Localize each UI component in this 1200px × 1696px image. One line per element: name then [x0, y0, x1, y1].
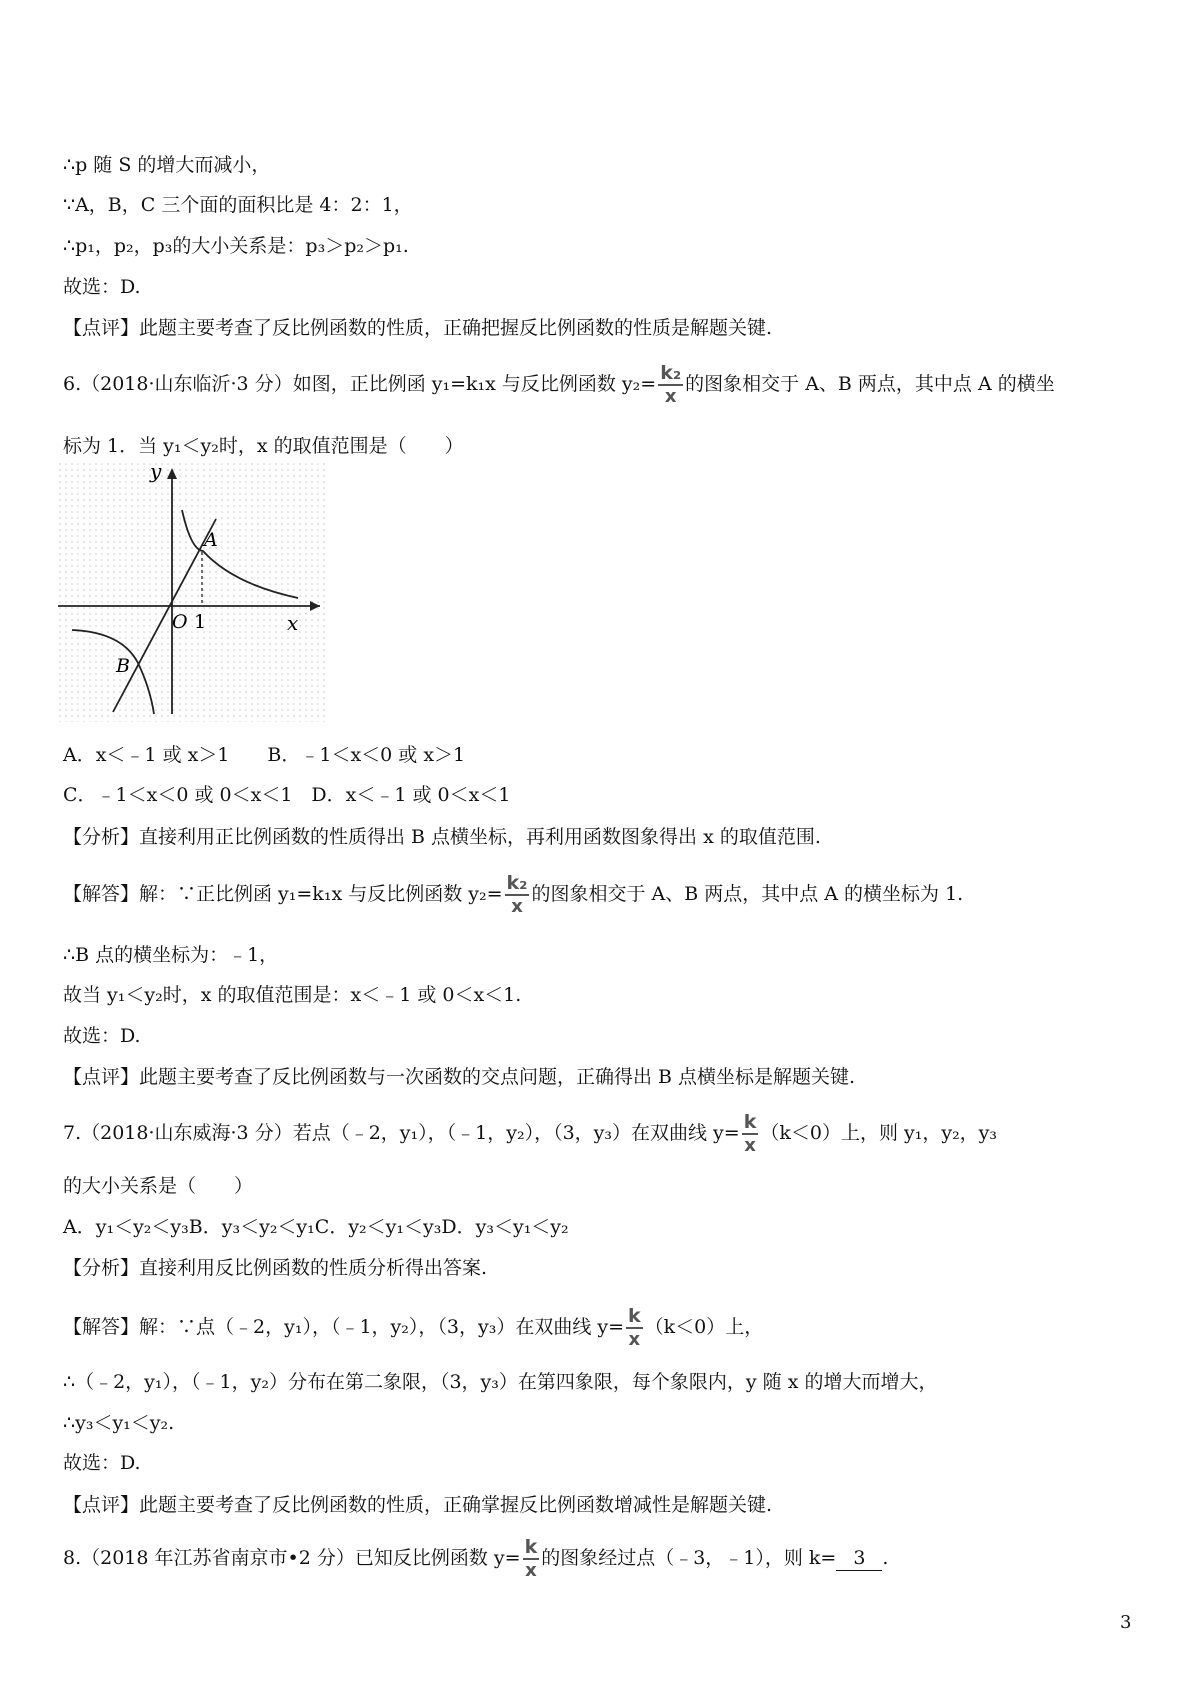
- question-7-analysis: 【分析】直接利用反比例函数的性质分析得出答案.: [63, 1257, 488, 1279]
- tick-label-one: 1: [194, 611, 207, 633]
- question-6-line-1: [63, 362, 1055, 408]
- question-7-solution-line-1: [63, 1305, 763, 1351]
- question-7-options: A．y₁＜y₂＜y₃B．y₃＜y₂＜y₁C．y₂＜y₁＜y₃D．y₃＜y₁＜y₂: [63, 1216, 569, 1238]
- question-6-text-b: 的图象相交于 A、B 两点，其中点 A 的横坐: [685, 373, 1055, 395]
- question-7-text-a: 7.（2018·山东威海·3 分）若点（﹣2，y₁），（﹣1，y₂），（3，y₃）在双曲线 y=: [63, 1122, 740, 1144]
- question-7-text-b: （k＜0）上，则 y₁，y₂，y₃: [760, 1122, 998, 1144]
- fraction-numerator: k₂: [506, 872, 528, 894]
- question-8-text-b: 的图象经过点（﹣3，﹣1），则 k=: [541, 1547, 837, 1569]
- question-6-analysis: 【分析】直接利用正比例函数的性质得出 B 点横坐标，再利用函数图象得出 x 的取值范围.: [63, 826, 821, 848]
- page-number: 3: [1120, 1612, 1132, 1633]
- point-a-label: A: [204, 529, 218, 551]
- origin-label: O: [172, 611, 188, 633]
- fraction-k-over-x: [523, 1536, 540, 1582]
- question-6-options-ab: A．x＜﹣1 或 x＞1 B．﹣1＜x＜0 或 x＞1: [63, 744, 466, 766]
- question-6-solution-line-1: [63, 872, 963, 918]
- solution-6-text-a: 【解答】解：∵正比例函 y₁=k₁x 与反比例函数 y₂=: [63, 883, 503, 905]
- question-7-solution-line-4: 故选：D.: [63, 1452, 141, 1474]
- line-2: ∵A，B，C 三个面的面积比是 4：2：1，: [63, 194, 413, 216]
- question-7-comment: 【点评】此题主要考查了反比例函数的性质，正确掌握反比例函数增减性是解题关键.: [63, 1494, 773, 1516]
- fraction-denominator: x: [742, 1133, 759, 1157]
- question-7-solution-line-2: ∴（﹣2，y₁），（﹣1，y₂）分布在第二象限，（3，y₃）在第四象限，每个象限内，y 随 x 的增大而增大，: [63, 1371, 938, 1393]
- y-axis-label: y: [150, 462, 162, 483]
- question-8-text-a: 8.（2018 年江苏省南京市•2 分）已知反比例函数 y=: [63, 1547, 521, 1569]
- fraction-numerator: k: [743, 1111, 757, 1133]
- question-6-options-cd: C．﹣1＜x＜0 或 0＜x＜1 D．x＜﹣1 或 0＜x＜1: [63, 784, 511, 806]
- line-1: ∴p 随 S 的增大而减小，: [63, 154, 271, 176]
- question-8-end: .: [882, 1547, 889, 1569]
- point-b-label: B: [116, 655, 130, 677]
- question-8-line: [63, 1536, 888, 1582]
- fraction-numerator: k₂: [660, 362, 682, 384]
- fraction-denominator: x: [658, 384, 683, 408]
- comment-5: 【点评】此题主要考查了反比例函数的性质，正确把握反比例函数的性质是解题关键.: [63, 317, 773, 339]
- x-axis-label: x: [287, 611, 299, 635]
- question-6-solution-line-2: ∴B 点的横坐标为：﹣1，: [63, 944, 279, 966]
- question-7-solution-line-3: ∴y₃＜y₁＜y₂.: [63, 1412, 175, 1434]
- fraction-k2-over-x: [658, 362, 683, 408]
- question-6-solution-line-3: 故当 y₁＜y₂时，x 的取值范围是：x＜﹣1 或 0＜x＜1.: [63, 984, 522, 1006]
- question-6-text-a: 6.（2018·山东临沂·3 分）如图，正比例函 y₁=k₁x 与反比例函数 y₂=: [63, 373, 657, 395]
- fraction-denominator: x: [505, 894, 530, 918]
- fraction-k2-over-x: [505, 872, 530, 918]
- question-7-line-2: 的大小关系是（ ）: [63, 1175, 254, 1197]
- fraction-denominator: x: [626, 1327, 643, 1351]
- line-4: 故选：D.: [63, 276, 141, 298]
- line-3: ∴p₁，p₂，p₃的大小关系是：p₃＞p₂＞p₁.: [63, 235, 409, 257]
- answer-blank: 3: [836, 1546, 882, 1571]
- fraction-numerator: k: [628, 1305, 641, 1327]
- graph-background: [58, 462, 328, 722]
- question-7-line-1: [63, 1111, 997, 1157]
- fraction-k-over-x: [742, 1111, 759, 1157]
- fraction-numerator: k: [524, 1536, 538, 1558]
- question-6-line-2: 标为 1．当 y₁＜y₂时，x 的取值范围是（ ）: [63, 435, 464, 457]
- solution-7-text-a: 【解答】解：∵点（﹣2，y₁），（﹣1，y₂），（3，y₃）在双曲线 y=: [63, 1316, 625, 1338]
- function-graph: [58, 462, 328, 722]
- fraction-denominator: x: [523, 1558, 540, 1582]
- question-6-comment: 【点评】此题主要考查了反比例函数与一次函数的交点问题，正确得出 B 点横坐标是解题关键.: [63, 1066, 856, 1088]
- fraction-k-over-x: [626, 1305, 643, 1351]
- question-6-solution-line-4: 故选：D.: [63, 1025, 141, 1047]
- solution-6-text-b: 的图象相交于 A、B 两点，其中点 A 的横坐标为 1.: [531, 883, 964, 905]
- solution-7-text-b: （k＜0）上，: [644, 1316, 764, 1338]
